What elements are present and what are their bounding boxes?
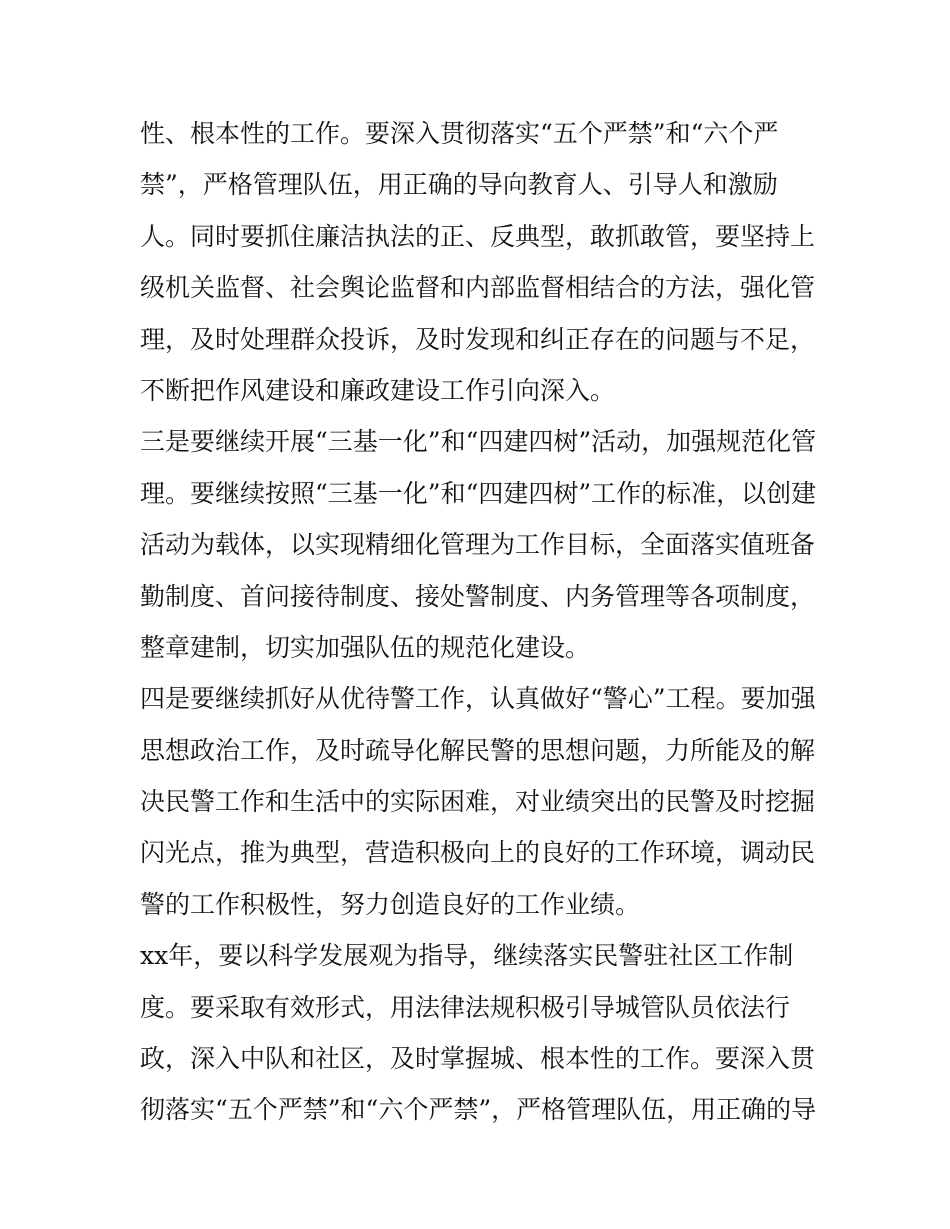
text-line: 思想政治工作，及时疏导化解民警的思想问题，力所能及的解 (140, 735, 816, 765)
text-line: 彻落实“五个严禁”和“六个严禁”，严格管理队伍，用正确的导 (140, 1095, 817, 1125)
text-line: xx年，要以科学发展观为指导，继续落实民警驻社区工作制 (140, 941, 794, 971)
text-line: 决民警工作和生活中的实际困难，对业绩突出的民警及时挖掘 (140, 787, 816, 817)
text-line: 不断把作风建设和廉政建设工作引向深入。 (140, 375, 616, 405)
text-line: 警的工作积极性，努力创造良好的工作业绩。 (140, 889, 641, 919)
text-line: 四是要继续抓好从优待警工作，认真做好“警心”工程。要加强 (140, 684, 816, 714)
text-line: 三是要继续开展“三基一化”和“四建四树”活动，加强规范化管 (140, 427, 817, 457)
text-line: 度。要采取有效形式，用法律法规积极引导城管队员依法行 (140, 992, 791, 1022)
text-line: 勤制度、首问接待制度、接处警制度、内务管理等各项制度， (140, 581, 816, 611)
text-line: 整章建制，切实加强队伍的规范化建设。 (140, 632, 591, 662)
text-line: 性、根本性的工作。要深入贯彻落实“五个严禁”和“六个严 (140, 119, 779, 148)
text-line: 人。同时要抓住廉洁执法的正、反典型，敢抓敢管，要坚持上 (140, 221, 816, 251)
document-body (140, 108, 820, 1136)
text-line: 级机关监督、社会舆论监督和内部监督相结合的方法，强化管 (140, 273, 816, 303)
text-line: 禁”，严格管理队伍，用正确的导向教育人、引导人和激励 (140, 170, 778, 200)
text-line: 理，及时处理群众投诉，及时发现和纠正存在的问题与不足， (140, 324, 816, 354)
text-line: 活动为载体，以实现精细化管理为工作目标，全面落实值班备 (140, 530, 816, 560)
text-line: 闪光点，推为典型，营造积极向上的良好的工作环境，调动民 (140, 838, 816, 868)
text-line: 政，深入中队和社区，及时掌握城、根本性的工作。要深入贯 (140, 1044, 816, 1074)
text-line: 理。要继续按照“三基一化”和“四建四树”工作的标准，以创建 (140, 478, 817, 508)
